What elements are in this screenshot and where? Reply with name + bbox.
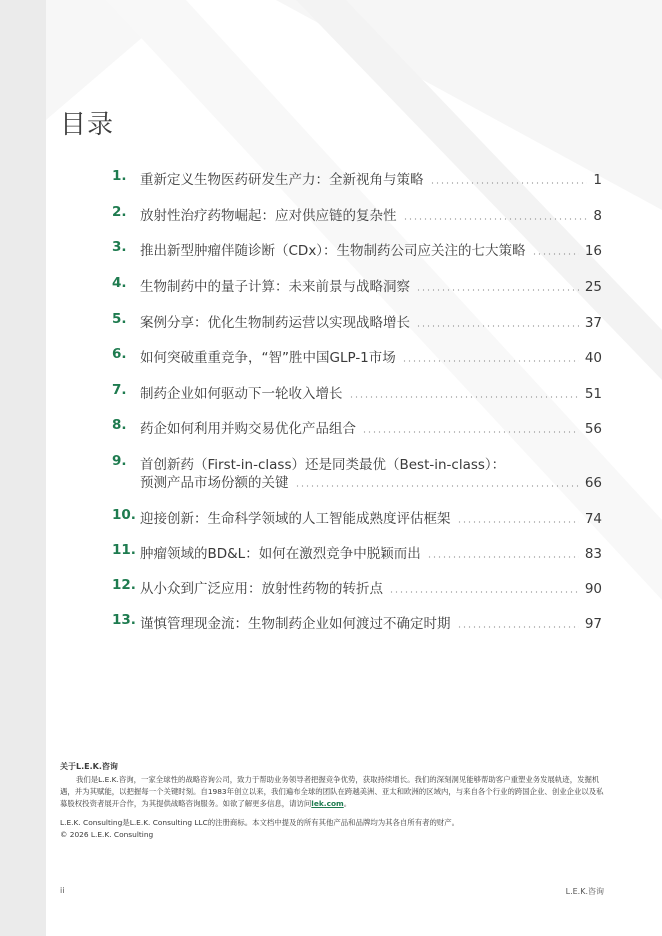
toc-dot-leader bbox=[295, 485, 579, 487]
toc-dot-leader bbox=[457, 521, 579, 523]
toc-entry-number: 9. bbox=[112, 453, 127, 469]
toc-entry-page: 83 bbox=[584, 546, 602, 562]
toc-entry[interactable] bbox=[112, 346, 602, 366]
toc-dot-leader bbox=[403, 218, 588, 220]
toc-entry-page: 16 bbox=[584, 243, 602, 259]
toc-dot-leader bbox=[430, 182, 588, 184]
toc-entry-title: 重新定义生物医药研发生产力：全新视角与策略 bbox=[140, 172, 424, 188]
toc-entry[interactable] bbox=[112, 453, 602, 493]
toc-entry-page: 97 bbox=[584, 616, 602, 632]
toc-entry-number: 3. bbox=[112, 239, 127, 255]
toc-entry[interactable] bbox=[112, 275, 602, 295]
about-body-suffix: 。 bbox=[343, 799, 352, 808]
toc-entry[interactable] bbox=[112, 311, 602, 331]
toc-entry-page: 90 bbox=[584, 581, 602, 597]
toc-entry-page: 56 bbox=[584, 421, 602, 437]
about-title: 关于L.E.K.咨询 bbox=[60, 762, 118, 771]
toc-dot-leader bbox=[416, 289, 579, 291]
toc-entry-title: 药企如何利用并购交易优化产品组合 bbox=[140, 421, 356, 437]
toc-entry-number: 11. bbox=[112, 542, 136, 558]
toc-entry-page: 1 bbox=[593, 172, 602, 188]
toc-dot-leader bbox=[427, 556, 579, 558]
lek-website-link[interactable]: lek.com bbox=[311, 799, 344, 808]
about-section bbox=[60, 761, 605, 841]
toc-entry-title: 案例分享：优化生物制药运营以实现战略增长 bbox=[140, 315, 410, 331]
toc-entry[interactable] bbox=[112, 204, 602, 224]
toc-dot-leader bbox=[532, 253, 579, 255]
toc-entry-title: 从小众到广泛应用：放射性药物的转折点 bbox=[140, 581, 383, 597]
toc-dot-leader bbox=[457, 626, 579, 628]
toc-entry-number: 5. bbox=[112, 311, 127, 327]
toc-entry-number: 13. bbox=[112, 612, 136, 628]
toc-entry-page: 25 bbox=[584, 279, 602, 295]
toc-entry-title: 首创新药（First-in-class）还是同类最优（Best-in-class）： bbox=[140, 457, 506, 473]
toc-entry[interactable] bbox=[112, 239, 602, 259]
toc-entry-title: 如何突破重重竞争，“智”胜中国GLP-1市场 bbox=[140, 350, 396, 366]
footer-brand: L.E.K.咨询 bbox=[565, 887, 604, 896]
toc-entry-title: 谨慎管理现金流：生物制药企业如何渡过不确定时期 bbox=[140, 616, 451, 632]
toc-dot-leader bbox=[402, 360, 579, 362]
toc-entry-page: 51 bbox=[584, 386, 602, 402]
toc-entry-page: 66 bbox=[584, 475, 602, 491]
about-body bbox=[60, 774, 605, 810]
toc-entry-number: 7. bbox=[112, 382, 127, 398]
toc-entry-page: 74 bbox=[584, 511, 602, 527]
toc-entry-title: 迎接创新：生命科学领域的人工智能成熟度评估框架 bbox=[140, 511, 451, 527]
toc-entry-title: 肿瘤领域的BD&L：如何在激烈竞争中脱颖而出 bbox=[140, 546, 421, 562]
toc-entry-number: 6. bbox=[112, 346, 127, 362]
about-body-text: 我们是L.E.K.咨询，一家全球性的战略咨询公司，致力于帮助业务领导者把握竞争优势，获取持续增长。我们的深刻洞见能够帮助客户重塑业务发展轨迹，发掘机遇，并为其赋能，以把握每一个关键时刻。自1983年创立以来，我们遍布全球的团队在跨越美洲、亚太和欧洲的区域内，与来自各个行业的跨国企业、创业企业以及私募股权投资者展开合作，为其提供战略咨询服务。如欲了解更多信息，请访问 bbox=[60, 775, 604, 808]
toc-title: 目录 bbox=[60, 110, 115, 140]
toc-entry-page: 8 bbox=[593, 208, 602, 224]
toc-entry-title: 推出新型肿瘤伴随诊断（CDx）：生物制药公司应关注的七大策略 bbox=[140, 243, 526, 259]
toc-entry-number: 8. bbox=[112, 417, 127, 433]
trademark-notice: L.E.K. Consulting是L.E.K. Consulting LLC的注册商标。本文档中提及的所有其他产品和品牌均为其各自所有者的财产。 bbox=[60, 818, 460, 827]
document-page bbox=[46, 0, 662, 936]
toc-entry-number: 12. bbox=[112, 577, 136, 593]
toc-entry[interactable] bbox=[112, 417, 602, 437]
toc-entry[interactable] bbox=[112, 168, 602, 188]
toc-dot-leader bbox=[389, 591, 579, 593]
toc-entry-title: 放射性治疗药物崛起：应对供应链的复杂性 bbox=[140, 208, 397, 224]
toc-entry[interactable] bbox=[112, 542, 602, 562]
toc-dot-leader bbox=[362, 431, 579, 433]
toc-entry-number: 2. bbox=[112, 204, 127, 220]
page-number: ii bbox=[60, 886, 65, 895]
toc-entry-page: 37 bbox=[584, 315, 602, 331]
toc-entry[interactable] bbox=[112, 507, 602, 527]
toc-entry[interactable] bbox=[112, 577, 602, 597]
toc-entry[interactable] bbox=[112, 382, 602, 402]
toc-entry-title: 生物制药中的量子计算：未来前景与战略洞察 bbox=[140, 279, 410, 295]
toc-entry-page: 40 bbox=[584, 350, 602, 366]
toc-dot-leader bbox=[349, 396, 579, 398]
toc-entry-number: 1. bbox=[112, 168, 127, 184]
toc-entry-number: 4. bbox=[112, 275, 127, 291]
toc-entry-title: 制药企业如何驱动下一轮收入增长 bbox=[140, 386, 343, 402]
toc-entry-title-continued: 预测产品市场份额的关键 bbox=[140, 475, 289, 491]
toc-entry-number: 10. bbox=[112, 507, 136, 523]
toc-dot-leader bbox=[416, 325, 579, 327]
copyright-notice: © 2026 L.E.K. Consulting bbox=[60, 830, 154, 839]
toc-entry[interactable] bbox=[112, 612, 602, 632]
